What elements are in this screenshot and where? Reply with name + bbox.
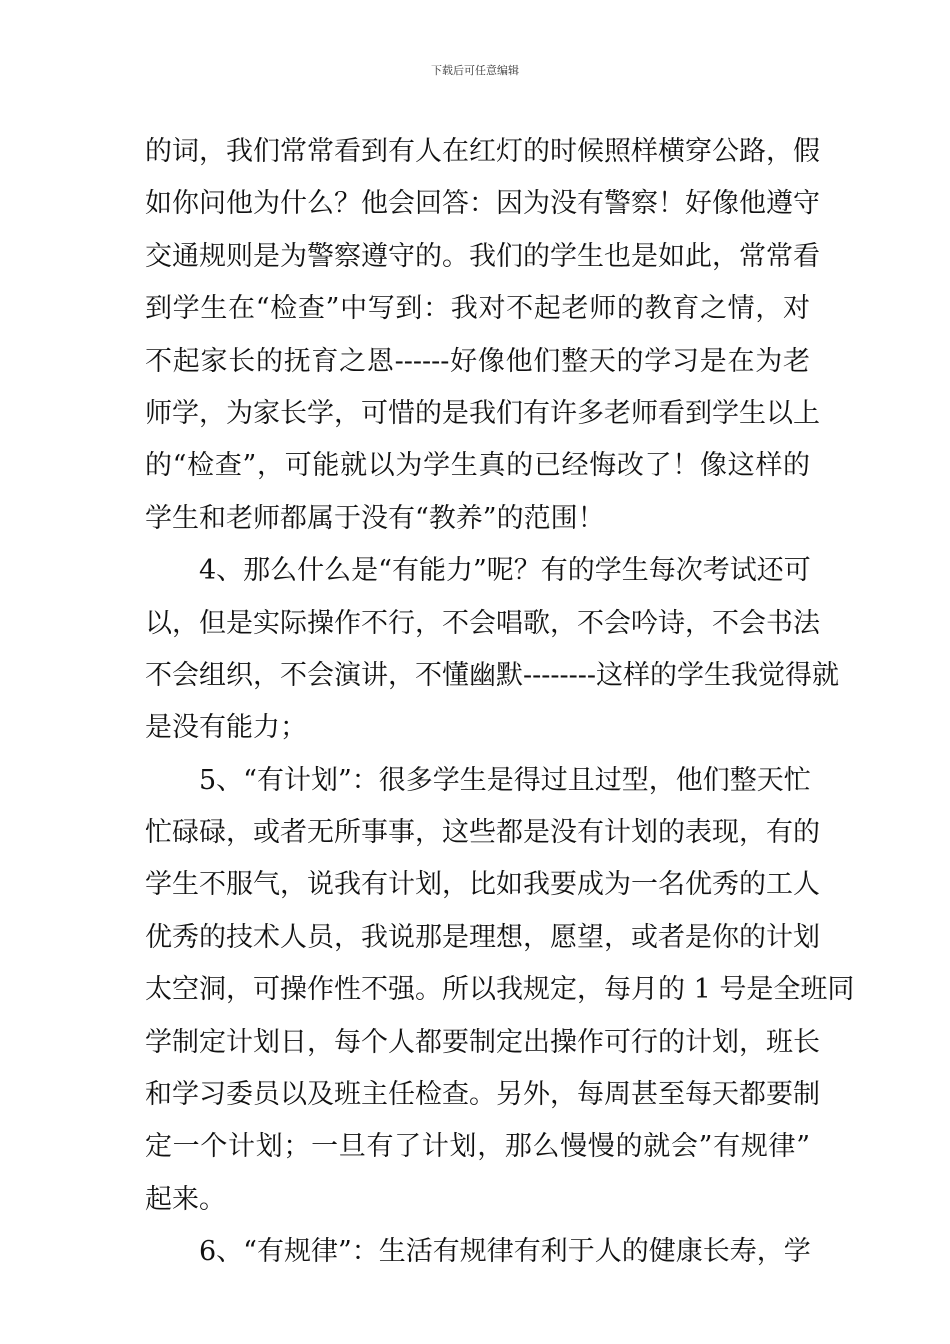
text-line: 4、那么什么是“有能力”呢？有的学生每次考试还可 [199, 555, 811, 587]
document-body [145, 126, 855, 1279]
text-line: 6、“有规律”：生活有规律有利于人的健康长寿，学 [199, 1236, 811, 1268]
text-line: 交通规则是为警察遵守的。我们的学生也是如此，常常看 [145, 240, 820, 272]
text-line: 学制定计划日，每个人都要制定出操作可行的计划，班长 [145, 1026, 820, 1058]
text-line: 5、“有计划”：很多学生是得过且过型，他们整天忙 [199, 764, 811, 796]
text-line: 太空洞，可操作性不强。所以我规定，每月的 1 号是全班同 [145, 974, 855, 1006]
text-line: 师学，为家长学，可惜的是我们有许多老师看到学生以上 [145, 397, 820, 429]
text-line: 是没有能力； [145, 712, 307, 744]
text-line: 优秀的技术人员，我说那是理想，愿望，或者是你的计划 [145, 921, 820, 953]
text-line: 定一个计划；一旦有了计划，那么慢慢的就会”有规律” [145, 1131, 810, 1163]
text-line: 学生和老师都属于没有“教养”的范围！ [145, 502, 605, 534]
text-line: 不会组织，不会演讲，不懂幽默--------这样的学生我觉得就 [145, 659, 839, 691]
text-line: 不起家长的抚育之恩------好像他们整天的学习是在为老 [145, 345, 810, 377]
text-line: 学生不服气，说我有计划，比如我要成为一名优秀的工人 [145, 869, 820, 901]
text-line: 和学习委员以及班主任检查。另外，每周甚至每天都要制 [145, 1079, 820, 1111]
text-line: 忙碌碌，或者无所事事，这些都是没有计划的表现，有的 [145, 817, 820, 849]
text-line: 起来。 [145, 1183, 226, 1215]
text-line: 到学生在“检查”中写到：我对不起老师的教育之情，对 [145, 293, 810, 325]
page-header-note: 下载后可任意编辑 [431, 64, 519, 77]
text-line: 的词，我们常常看到有人在红灯的时候照样横穿公路，假 [145, 136, 820, 167]
text-line: 如你问他为什么？他会回答：因为没有警察！好像他遵守 [145, 188, 820, 220]
text-line: 以，但是实际操作不行，不会唱歌，不会吟诗，不会书法 [145, 607, 820, 639]
text-line: 的“检查”，可能就以为学生真的已经悔改了！像这样的 [145, 450, 810, 482]
